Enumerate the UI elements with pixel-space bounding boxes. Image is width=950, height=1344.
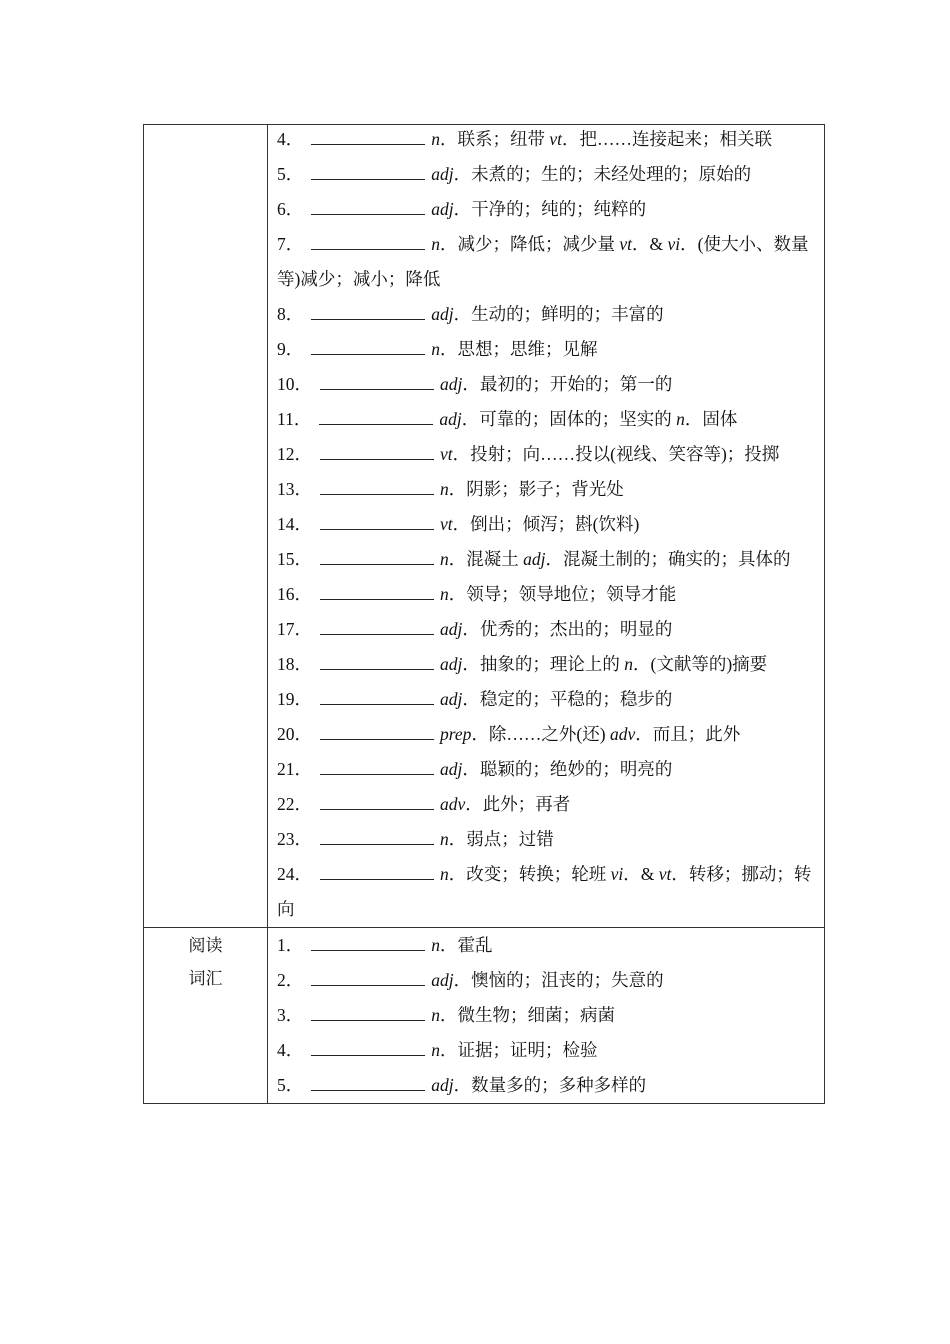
entry-number: 23． (277, 829, 312, 849)
entry-number: 3． (277, 1005, 304, 1025)
entry-definition: adj．聪颖的；绝妙的；明亮的 (440, 759, 673, 779)
entry-number: 8． (277, 304, 304, 324)
entry-definition: adj．数量多的；多种多样的 (431, 1075, 647, 1095)
entry-definition: n．微生物；细菌；病菌 (431, 1005, 615, 1025)
entry-number: 16． (277, 584, 312, 604)
entry-list-cell (268, 928, 825, 1104)
vocab-entry (277, 122, 816, 157)
answer-blank[interactable] (320, 863, 434, 880)
answer-blank[interactable] (311, 303, 425, 320)
entry-definition: adj．未煮的；生的；未经处理的；原始的 (431, 164, 752, 184)
category-line: 阅读 (188, 936, 223, 955)
entry-number: 4． (277, 129, 304, 149)
vocab-entry (277, 822, 816, 857)
answer-blank[interactable] (320, 443, 434, 460)
entry-number: 19． (277, 689, 312, 709)
answer-blank[interactable] (311, 128, 425, 145)
entry-definition: adj．优秀的；杰出的；明显的 (440, 619, 673, 639)
entry-number: 21． (277, 759, 312, 779)
vocab-entry (277, 857, 816, 927)
answer-blank[interactable] (311, 163, 425, 180)
vocab-entry (277, 402, 816, 437)
answer-blank[interactable] (320, 373, 434, 390)
entry-definition: n．弱点；过错 (440, 829, 554, 849)
answer-blank[interactable] (319, 408, 433, 425)
answer-blank[interactable] (311, 934, 425, 951)
vocab-entry (277, 963, 816, 998)
entry-definition: vt．投射；向……投以(视线、笑容等)；投掷 (440, 444, 780, 464)
vocab-entry (277, 507, 816, 542)
answer-blank[interactable] (320, 478, 434, 495)
entry-number: 4． (277, 1040, 304, 1060)
entry-number: 14． (277, 514, 312, 534)
entry-definition: adv．此外；再者 (440, 794, 571, 814)
entry-list-cell (268, 125, 825, 928)
entry-definition: adj．干净的；纯的；纯粹的 (431, 199, 647, 219)
answer-blank[interactable] (320, 828, 434, 845)
entry-number: 22． (277, 794, 312, 814)
entry-number: 11． (277, 409, 312, 429)
answer-blank[interactable] (320, 548, 434, 565)
answer-blank[interactable] (320, 583, 434, 600)
vocab-entry (277, 928, 816, 963)
category-cell (144, 928, 268, 1104)
entry-definition: adj．最初的；开始的；第一的 (440, 374, 673, 394)
entry-definition: n．领导；领导地位；领导才能 (440, 584, 677, 604)
vocab-entry (277, 682, 816, 717)
entry-number: 6． (277, 199, 304, 219)
vocab-entry (277, 787, 816, 822)
entry-definition: adj．可靠的；固体的；坚实的 n．固体 (439, 409, 738, 429)
vocabulary-table (143, 124, 825, 1104)
answer-blank[interactable] (320, 618, 434, 635)
entry-number: 1． (277, 935, 304, 955)
vocab-entry (277, 542, 816, 577)
vocab-entry (277, 192, 816, 227)
answer-blank[interactable] (311, 969, 425, 986)
entry-number: 15． (277, 549, 312, 569)
vocab-entry (277, 612, 816, 647)
category-line: 词汇 (188, 969, 223, 988)
table-row (144, 125, 825, 928)
answer-blank[interactable] (311, 1074, 425, 1091)
answer-blank[interactable] (320, 688, 434, 705)
entry-definition: adj．抽象的；理论上的 n．(文献等的)摘要 (440, 654, 768, 674)
entry-definition: n．霍乱 (431, 935, 493, 955)
vocab-entry (277, 332, 816, 367)
entry-number: 12． (277, 444, 312, 464)
entry-number: 18． (277, 654, 312, 674)
vocab-entry (277, 752, 816, 787)
answer-blank[interactable] (311, 233, 425, 250)
entry-number: 17． (277, 619, 312, 639)
entry-definition: n．改变；转换；轮班 vi．& vt．转移；挪动；转向 (277, 864, 812, 919)
answer-blank[interactable] (311, 198, 425, 215)
answer-blank[interactable] (320, 653, 434, 670)
answer-blank[interactable] (320, 513, 434, 530)
entry-definition: prep．除……之外(还) adv．而且；此外 (440, 724, 741, 744)
category-label (144, 928, 267, 995)
entry-definition: n．阴影；影子；背光处 (440, 479, 624, 499)
vocab-entry (277, 1068, 816, 1103)
vocab-entry (277, 647, 816, 682)
category-cell (144, 125, 268, 928)
answer-blank[interactable] (320, 793, 434, 810)
entry-definition: n．混凝土 adj．混凝土制的；确实的；具体的 (440, 549, 791, 569)
answer-blank[interactable] (311, 1039, 425, 1056)
entry-definition: n．证据；证明；检验 (431, 1040, 598, 1060)
entry-definition: n．思想；思维；见解 (431, 339, 598, 359)
vocab-entry (277, 157, 816, 192)
entry-definition: adj．生动的；鲜明的；丰富的 (431, 304, 664, 324)
vocab-entry (277, 577, 816, 612)
entry-definition: vt．倒出；倾泻；斟(饮料) (440, 514, 640, 534)
entry-number: 5． (277, 1075, 304, 1095)
entry-definition: n．减少；降低；减少量 vt．& vi．(使大小、数量等)减少；减小；降低 (277, 234, 809, 289)
entry-definition: adj．稳定的；平稳的；稳步的 (440, 689, 673, 709)
entry-number: 2． (277, 970, 304, 990)
entry-definition: adj．懊恼的；沮丧的；失意的 (431, 970, 664, 990)
vocab-entry (277, 367, 816, 402)
entry-definition: n．联系；纽带 vt．把……连接起来；相关联 (431, 129, 773, 149)
entry-number: 5． (277, 164, 304, 184)
answer-blank[interactable] (311, 338, 425, 355)
entry-number: 7． (277, 234, 304, 254)
answer-blank[interactable] (320, 723, 434, 740)
entry-number: 20． (277, 724, 312, 744)
vocab-entry (277, 227, 816, 297)
vocab-entry (277, 717, 816, 752)
vocab-entry (277, 1033, 816, 1068)
vocab-entry (277, 998, 816, 1033)
entry-number: 10． (277, 374, 312, 394)
answer-blank[interactable] (320, 758, 434, 775)
entry-number: 24． (277, 864, 312, 884)
answer-blank[interactable] (311, 1004, 425, 1021)
vocab-entry (277, 437, 816, 472)
entry-number: 9． (277, 339, 304, 359)
entry-number: 13． (277, 479, 312, 499)
vocab-entry (277, 472, 816, 507)
table-row (144, 928, 825, 1104)
vocab-entry (277, 297, 816, 332)
